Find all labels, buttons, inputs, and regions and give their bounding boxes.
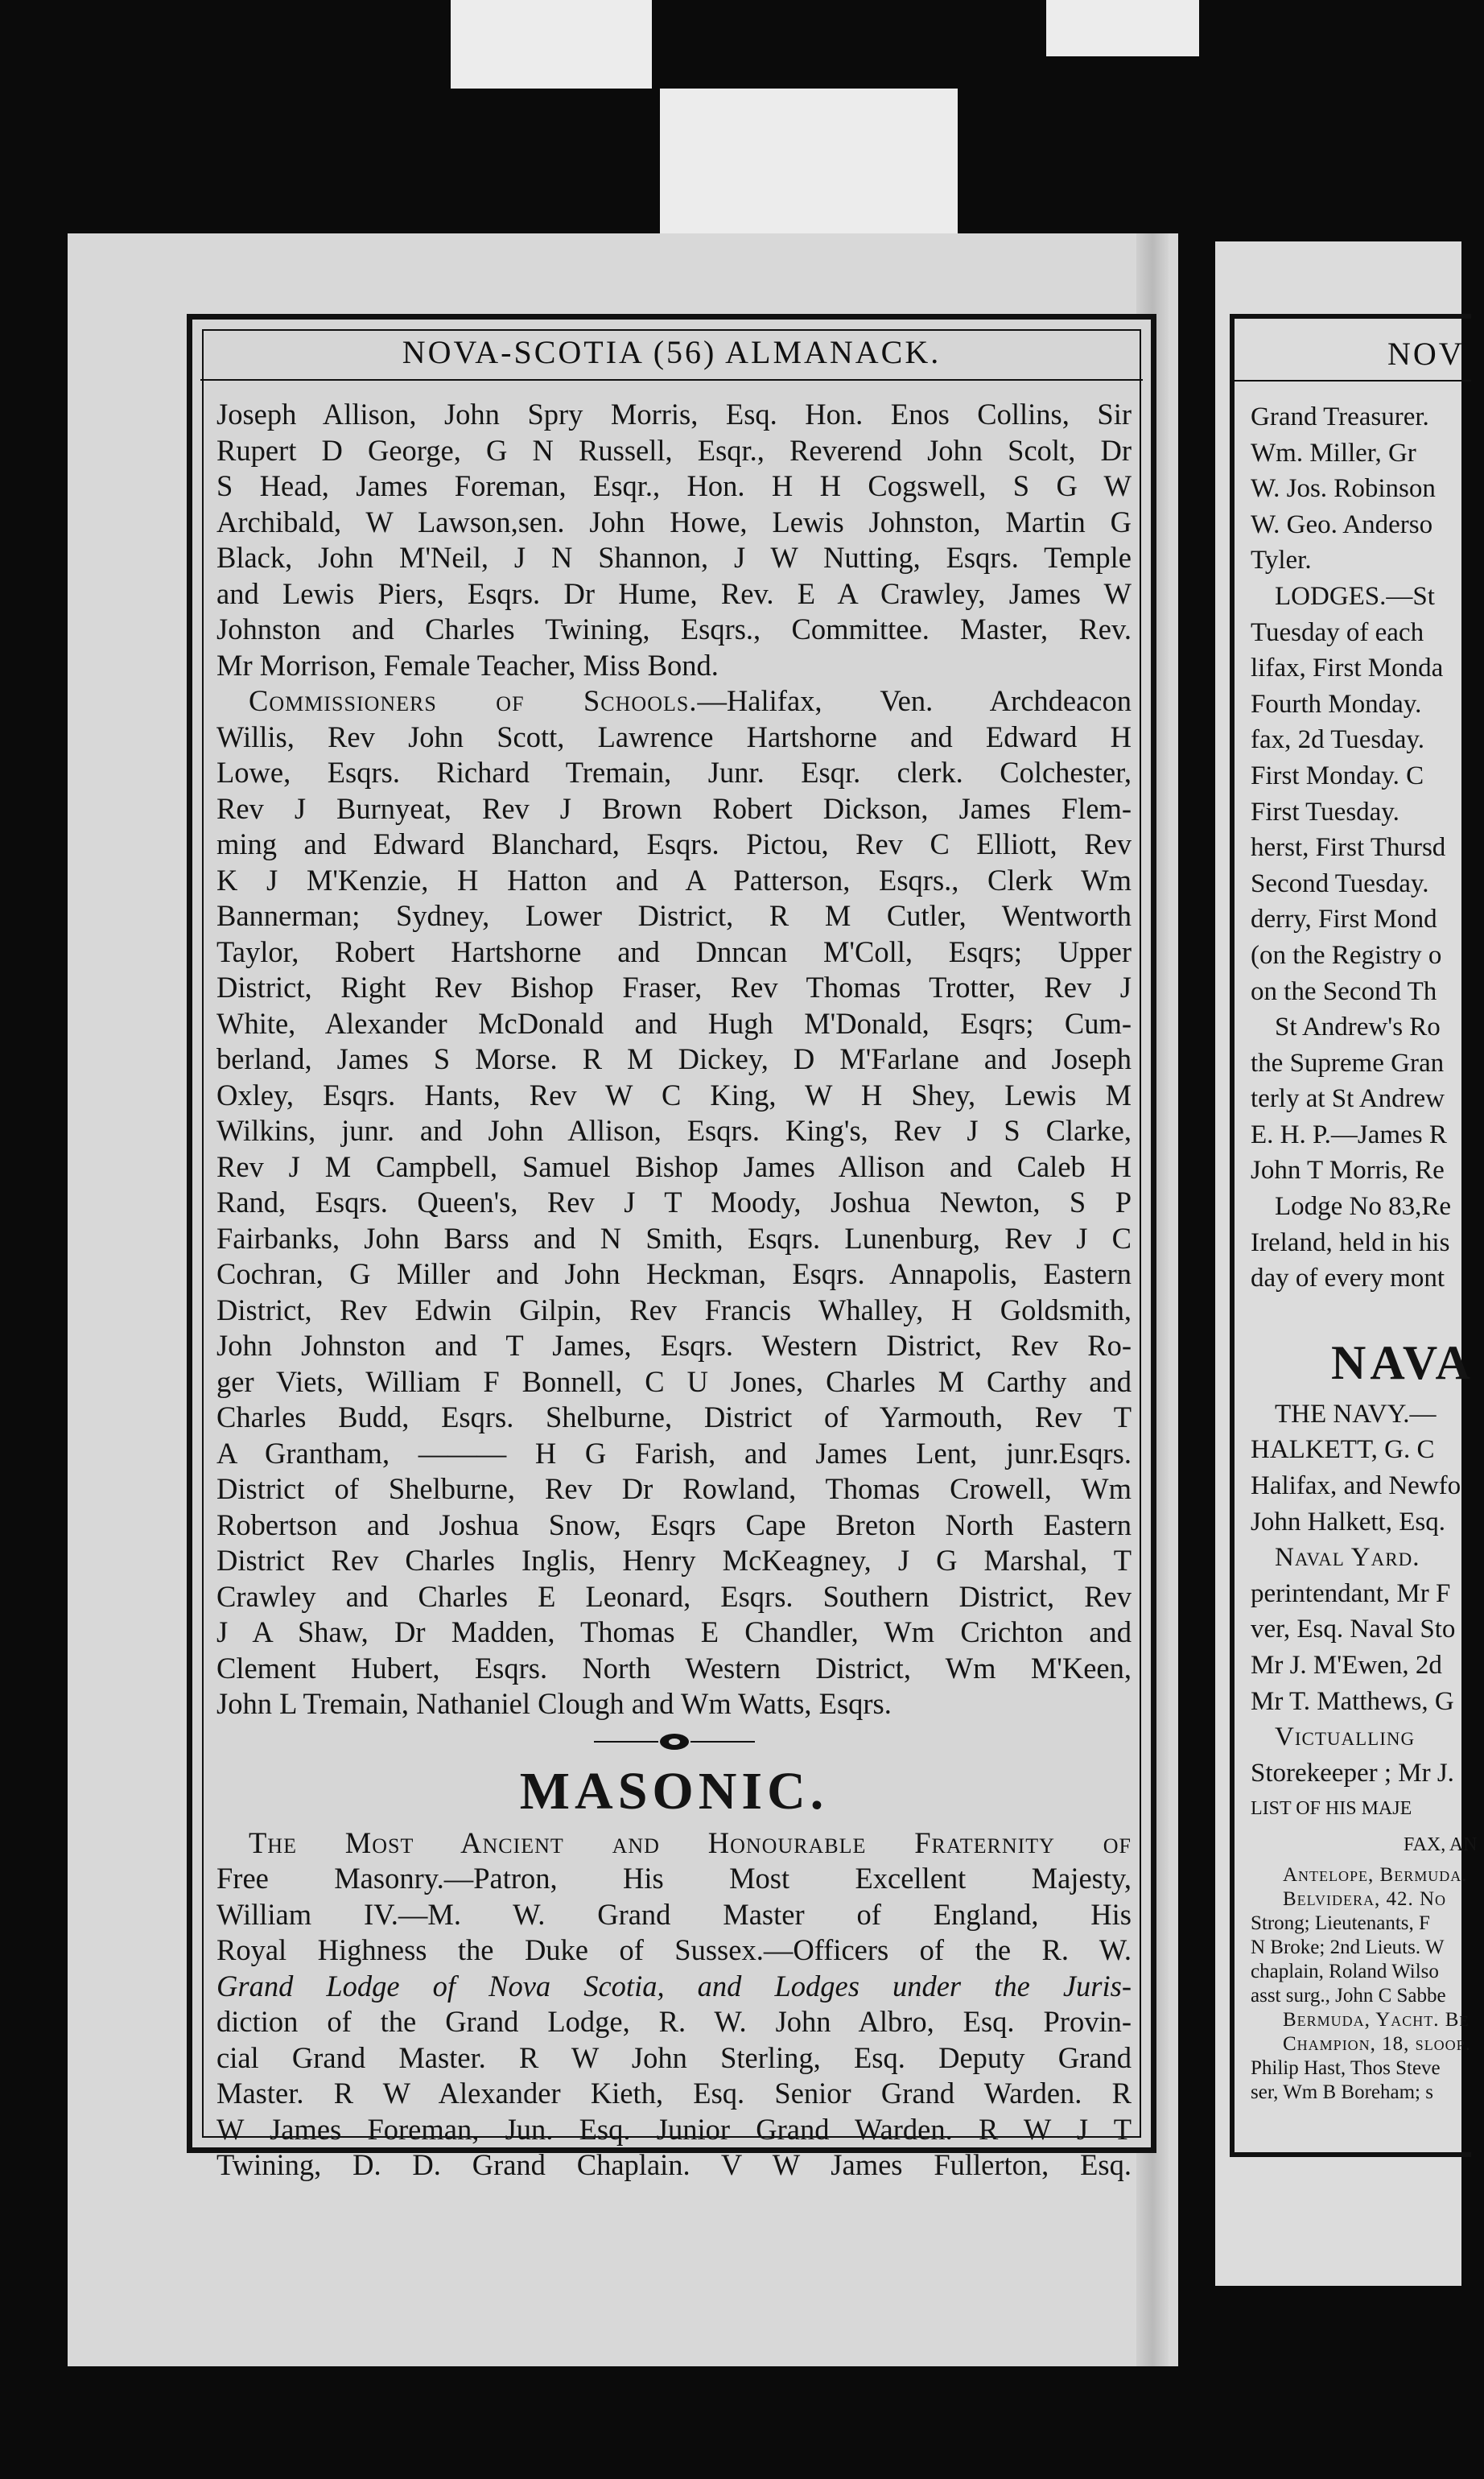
text-line: J A Shaw, Dr Madden, Thomas E Chandler, Wm Crichton and [216, 1615, 1132, 1648]
text-line: Mr J. M'Ewen, 2d [1251, 1651, 1442, 1680]
header-rule [1235, 380, 1471, 382]
left-page-frame [187, 314, 1156, 2181]
text-line: Taylor, Robert Hartshorne and Dnncan M'Coll, Esqrs; Upper [216, 934, 1132, 968]
text-line: derry, First Mond [1251, 905, 1437, 934]
text-line: day of every mont [1251, 1264, 1445, 1293]
text-line: lifax, First Monda [1251, 654, 1444, 683]
text-line: John Johnston and T James, Esqrs. Western District, Rev Ro- [216, 1329, 1132, 1362]
text-line: diction of the Grand Lodge, R. W. John Albro, Esq. Provin- [216, 2005, 1132, 2038]
text-line: First Monday. C [1251, 761, 1424, 790]
text-line: berland, James S Morse. R M Dickey, D M'Farlane and Joseph [216, 1042, 1132, 1075]
right-page-frame [1230, 314, 1478, 2157]
text-line: the Supreme Gran [1251, 1048, 1445, 1078]
ship-line: Champion, 18, sloop. [1283, 2032, 1471, 2055]
text-line: District, Right Rev Bishop Fraser, Rev Thomas Trotter, Rev J [216, 971, 1132, 1004]
ornament-divider-icon [216, 1726, 1132, 1758]
text-line: perintendant, Mr F [1251, 1578, 1451, 1608]
text-line: cial Grand Master. R W John Sterling, Esq. Deputy Grand [216, 2040, 1132, 2074]
text-segment: —Halifax, Ven. Archdeacon [697, 684, 1132, 717]
ship-line: N Broke; 2nd Lieuts. W [1251, 1936, 1445, 1958]
text-line: Royal Highness the Duke of Sussex.—Officers of the R. W. [216, 1933, 1132, 1966]
ship-line: asst surg., John C Sabbe [1251, 1984, 1446, 2007]
page-body [216, 397, 1132, 2184]
text-line: Crawley and Charles E Leonard, Esqrs. Southern District, Rev [216, 1579, 1132, 1613]
text-line: LIST OF HIS MAJE [1251, 1798, 1412, 1820]
text-line: E. H. P.—James R [1251, 1120, 1447, 1149]
text-line: ver, Esq. Naval Sto [1251, 1615, 1456, 1644]
text-line: Joseph Allison, John Spry Morris, Esq. Hon. Enos Collins, Sir [216, 398, 1132, 431]
text-line: Rand, Esqrs. Queen's, Rev J T Moody, Joshua Newton, S P [216, 1186, 1132, 1219]
text-line: ger Viets, William F Bonnell, C U Jones, Charles M Carthy and [216, 1364, 1132, 1398]
text-line: HALKETT, G. C [1251, 1435, 1435, 1465]
navy-title: NAVA [1331, 1335, 1474, 1389]
ship-line: Antelope, Bermuda. [1283, 1863, 1468, 1886]
text-line: Johnston and Charles Twining, Esqrs., Committee. Master, Rev. [216, 613, 1132, 646]
text-line: W. Geo. Anderso [1251, 509, 1433, 539]
text-line: Second Tuesday. [1251, 868, 1429, 898]
text-line: Fairbanks, John Barss and N Smith, Esqrs. Lunenburg, Rev J C [216, 1221, 1132, 1255]
text-line: Naval Yard. [1275, 1543, 1420, 1573]
text-line: Robertson and Joshua Snow, Esqrs Cape Breton North Eastern [216, 1508, 1132, 1541]
commissioners-heading: Commissioners of Schools. [249, 684, 698, 717]
text-line: and Lewis Piers, Esqrs. Dr Hume, Rev. E A Crawley, James W [216, 576, 1132, 610]
text-line: S Head, James Foreman, Esqr., Hon. H H Cogswell, S G W [216, 469, 1132, 502]
text-line: on the Second Th [1251, 976, 1437, 1006]
text-line: K J M'Kenzie, H Hatton and A Patterson, Esqrs., Clerk Wm [216, 863, 1132, 897]
text-line: fax, 2d Tuesday. [1251, 725, 1425, 755]
text-line: John L Tremain, Nathaniel Clough and Wm Watts, Esqrs. [216, 1687, 892, 1720]
text-line: terly at St Andrew [1251, 1084, 1445, 1114]
text-line: White, Alexander McDonald and Hugh M'Donald, Esqrs; Cum- [216, 1006, 1132, 1040]
text-line [216, 683, 1132, 720]
text-line: LODGES.—St [1275, 581, 1435, 611]
text-line: Rupert D George, G N Russell, Esqr., Reverend John Scolt, Dr [216, 433, 1132, 467]
text-line: Charles Budd, Esqrs. Shelburne, District of Yarmouth, Rev T [216, 1400, 1132, 1433]
text-line: Clement Hubert, Esqrs. North Western District, Wm M'Keen, [216, 1651, 1132, 1685]
ship-line: Philip Hast, Thos Steve [1251, 2056, 1441, 2079]
text-line: Fourth Monday. [1251, 689, 1422, 719]
text-line: St Andrew's Ro [1275, 1013, 1441, 1042]
text-line: Grand Lodge of Nova Scotia, and Lodges under the Juris- [216, 1969, 1132, 2003]
text-line: Tyler. [1251, 546, 1312, 575]
masonic-title: MASONIC. [519, 1761, 829, 1821]
text-line: Tuesday of each [1251, 617, 1424, 647]
text-line: Wm. Miller, Gr [1251, 438, 1416, 468]
text-line: Bannerman; Sydney, Lower District, R M Cutler, Wentworth [216, 899, 1132, 932]
text-line: W James Foreman, Jun. Esq. Junior Grand Warden. R W J T [216, 2112, 1132, 2146]
text-line: Master. R W Alexander Kieth, Esq. Senior Grand Warden. R [216, 2077, 1132, 2110]
text-line: John T Morris, Re [1251, 1156, 1445, 1186]
text-line: Twining, D. D. Grand Chaplain. V W James Fullerton, Esq. [216, 2148, 1132, 2181]
text-line: District of Shelburne, Rev Dr Rowland, Thomas Crowell, Wm [216, 1472, 1132, 1505]
right-page-header: NOV [1387, 336, 1465, 372]
ship-line: Belvidera, 42. No [1283, 1887, 1447, 1910]
paper-scrap-right [1046, 0, 1199, 56]
right-page-body [1251, 399, 1484, 2105]
text-line: A Grantham, ——— H G Farish, and James Lent, junr.Esqrs. [216, 1436, 1132, 1470]
text-line: THE NAVY.— [1275, 1399, 1437, 1429]
text-line: Grand Treasurer. [1251, 402, 1429, 431]
page-header: NOVA-SCOTIA (56) ALMANACK. [200, 324, 1143, 381]
ship-line: ser, Wm B Boreham; s [1251, 2081, 1433, 2103]
text-line: The Most Ancient and Honourable Fraternity of [249, 1825, 1132, 1859]
text-line: Storekeeper ; Mr J. [1251, 1758, 1454, 1788]
text-line: FAX, AN [1404, 1833, 1478, 1855]
text-line: Lowe, Esqrs. Richard Tremain, Junr. Esqr. clerk. Colchester, [216, 756, 1132, 789]
text-line: John Halkett, Esq. [1251, 1507, 1445, 1536]
text-line: Oxley, Esqrs. Hants, Rev W C King, W H Shey, Lewis M [216, 1078, 1132, 1112]
text-line: Ireland, held in his [1251, 1227, 1450, 1257]
text-line: District, Rev Edwin Gilpin, Rev Francis Whalley, H Goldsmith, [216, 1293, 1132, 1326]
text-line: Mr T. Matthews, G [1251, 1686, 1454, 1716]
ship-line: Strong; Lieutenants, F [1251, 1912, 1430, 1934]
text-line: herst, First Thursd [1251, 833, 1446, 863]
text-line: Halifax, and Newfo [1251, 1471, 1461, 1501]
text-line: William IV.—M. W. Grand Master of England, His [216, 1897, 1132, 1931]
ship-line: chaplain, Roland Wilso [1251, 1960, 1439, 1982]
text-line: Cochran, G Miller and John Heckman, Esqrs. Annapolis, Eastern [216, 1257, 1132, 1290]
text-line: Archibald, W Lawson,sen. John Howe, Lewis Johnston, Martin G [216, 505, 1132, 538]
text-line: Willis, Rev John Scott, Lawrence Hartshorne and Edward H [216, 720, 1132, 753]
text-line: First Tuesday. [1251, 797, 1399, 827]
text-line: W. Jos. Robinson [1251, 474, 1436, 504]
text-line: Rev J M Campbell, Samuel Bishop James Allison and Caleb H [216, 1149, 1132, 1183]
text-line: Mr Morrison, Female Teacher, Miss Bond. [216, 648, 719, 682]
text-line: (on the Registry o [1251, 940, 1442, 970]
text-line: District Rev Charles Inglis, Henry McKeagney, J G Marshal, T [216, 1544, 1132, 1577]
text-line: Free Masonry.—Patron, His Most Excellent Majesty, [216, 1862, 1132, 1895]
text-line: ming and Edward Blanchard, Esqrs. Pictou, Rev C Elliott, Rev [216, 827, 1132, 860]
text-line: Rev J Burnyeat, Rev J Brown Robert Dickson, James Flem- [216, 791, 1132, 825]
text-line: Victualling [1275, 1722, 1416, 1752]
text-line: Black, John M'Neil, J N Shannon, J W Nutting, Esqrs. Temple [216, 541, 1132, 574]
paper-scrap-left [451, 0, 652, 89]
text-line: Lodge No 83,Re [1275, 1192, 1452, 1222]
text-line: Wilkins, junr. and John Allison, Esqrs. King's, Rev J S Clarke, [216, 1114, 1132, 1147]
ship-line: Bermuda, Yacht. Be [1283, 2008, 1470, 2031]
